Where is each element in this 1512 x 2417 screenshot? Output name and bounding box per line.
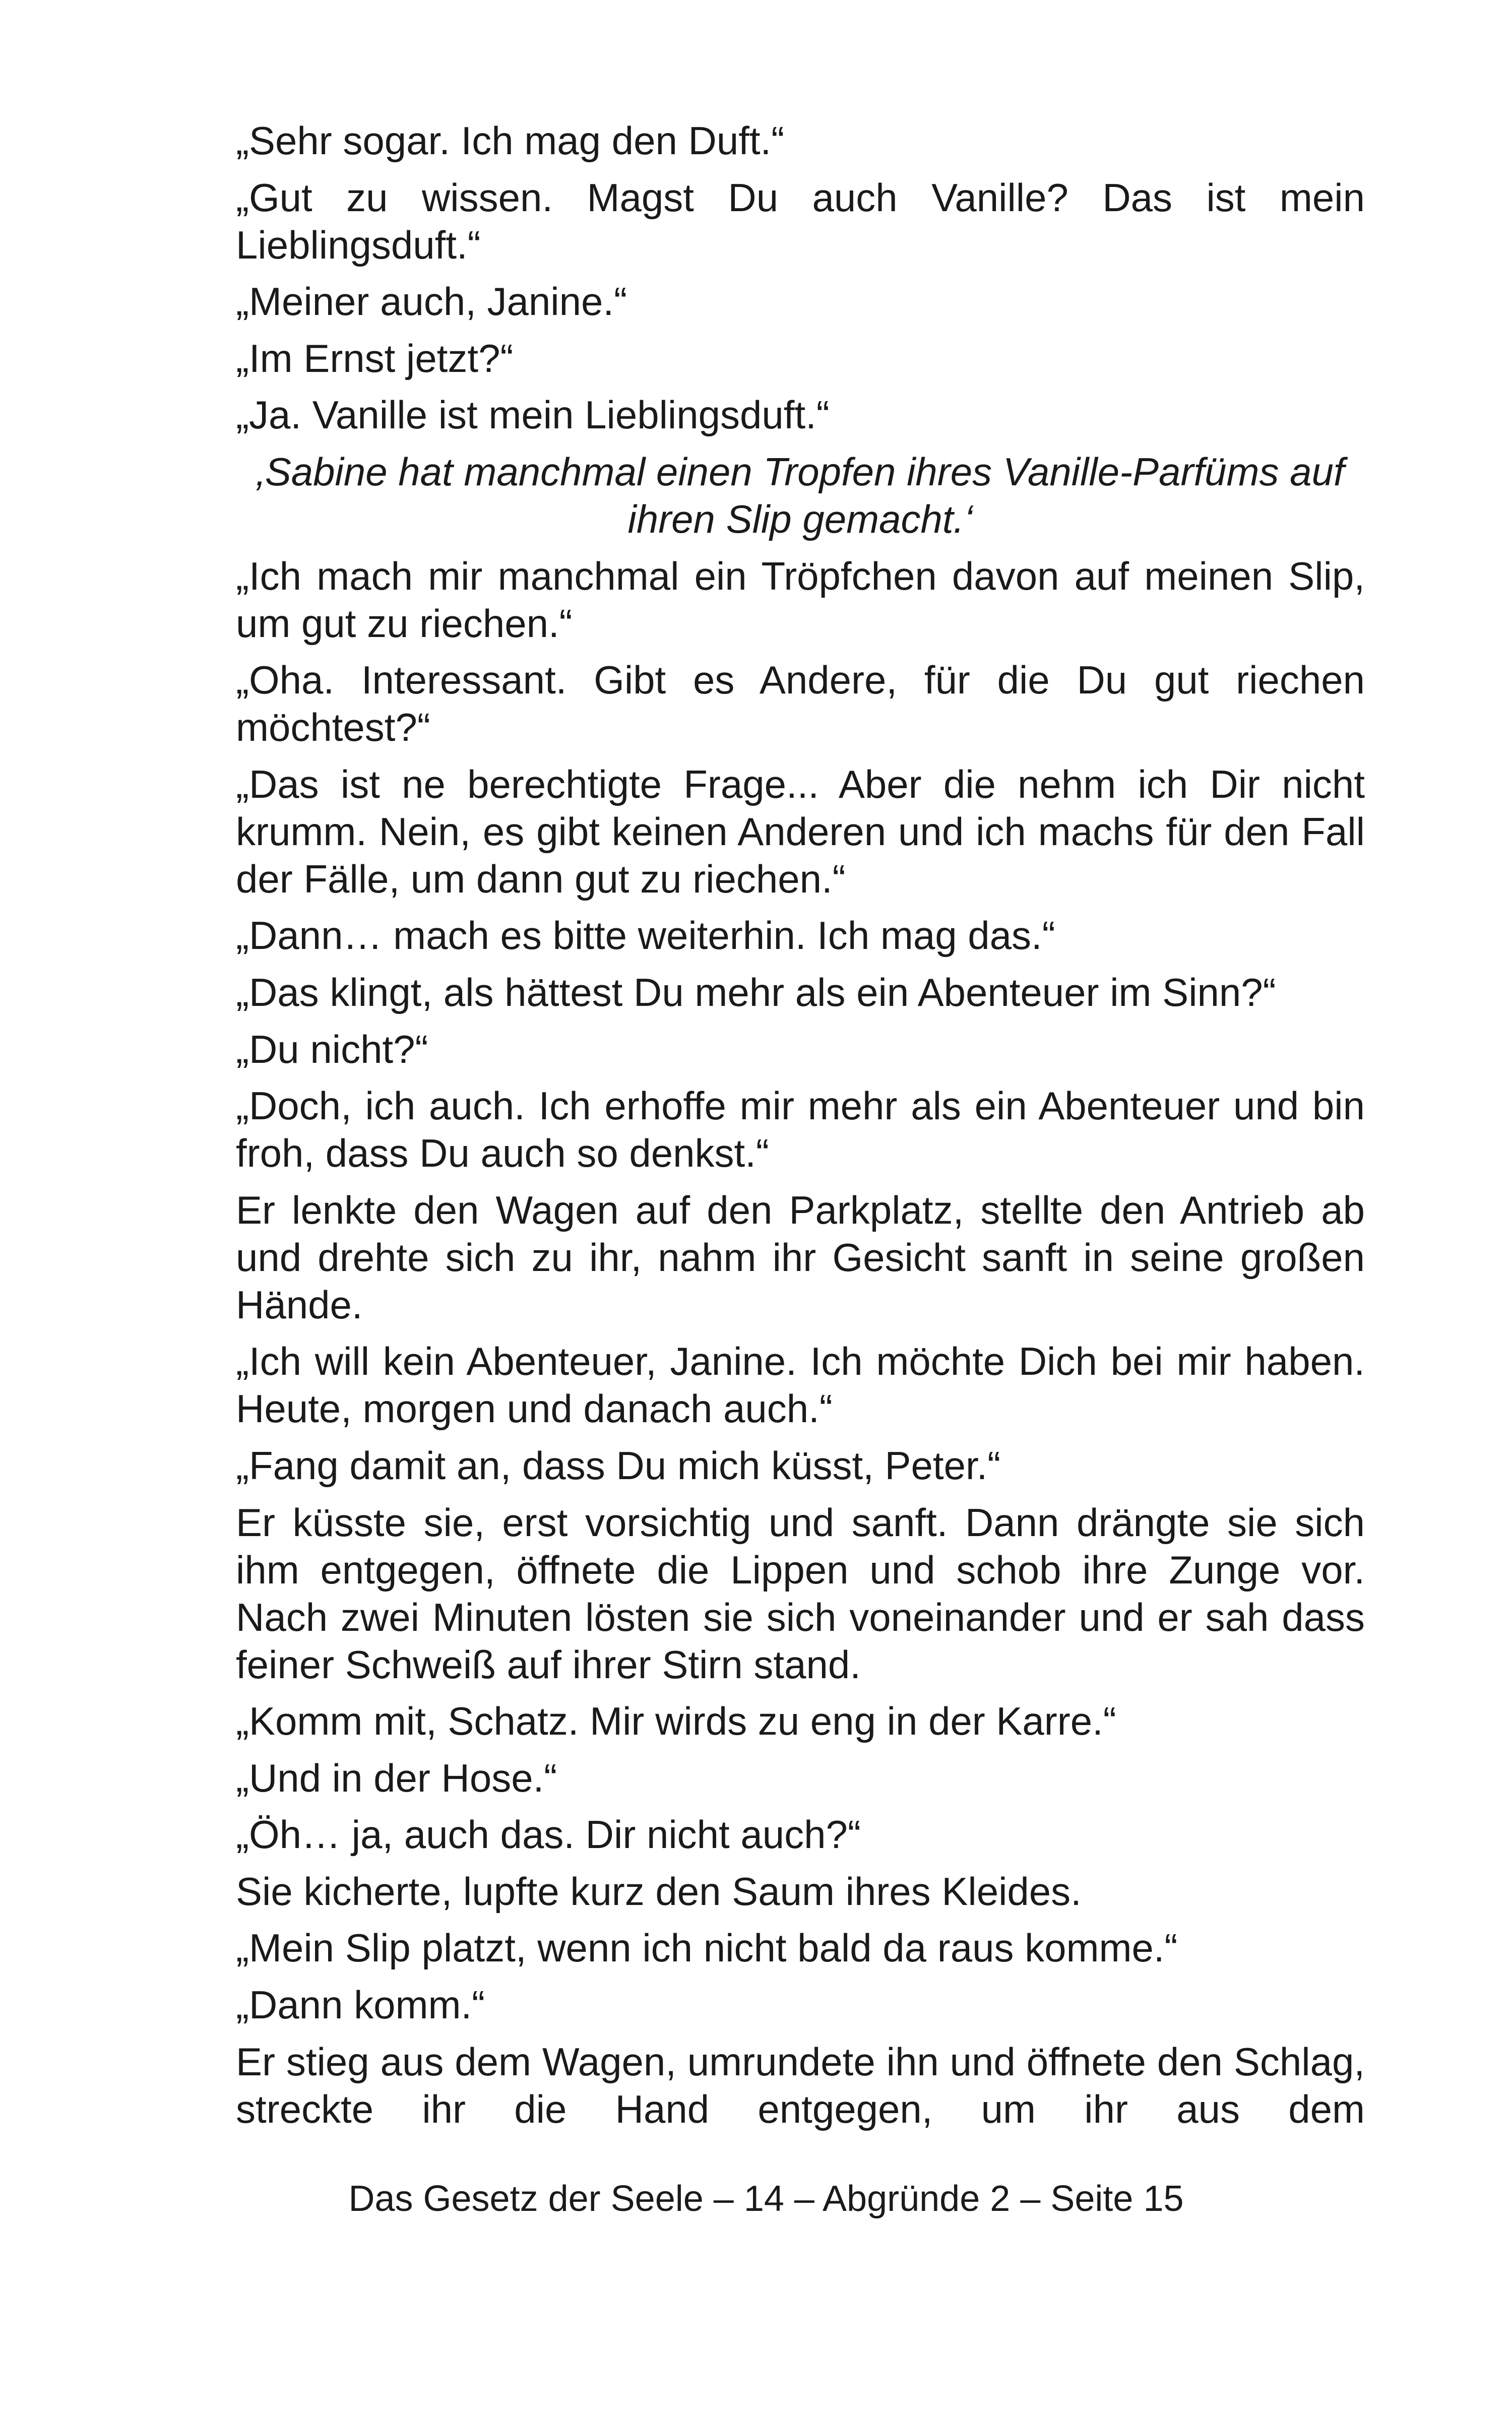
paragraph: „Im Ernst jetzt?“ [236, 336, 514, 380]
paragraph: „Sehr sogar. Ich mag den Duft.“ [236, 118, 785, 163]
paragraph: „Mein Slip platzt, wenn ich nicht bald da raus komme.“ [236, 1926, 1178, 1970]
paragraph: „Das klingt, als hättest Du mehr als ein Abenteuer im Sinn?“ [236, 970, 1276, 1014]
paragraph: Er küsste sie, erst vorsichtig und sanft. Dann drängte sie sich ihm entgegen, öffnete die Lippen und schob ihre Zunge vor. Nach zwei Minuten lösten sie sich voneinander und er sah dass feiner Schweiß auf ihrer Stirn stand. [236, 1500, 1365, 1687]
page-footer: Das Gesetz der Seele – 14 – Abgründe 2 – Seite 15 [348, 2179, 1184, 2219]
paragraph: Er lenkte den Wagen auf den Parkplatz, stellte den Antrieb ab und drehte sich zu ihr, nahm ihr Gesicht sanft in seine großen Hände. [236, 1187, 1365, 1327]
paragraph: „Das ist ne berechtigte Frage... Aber die nehm ich Dir nicht krumm. Nein, es gibt keinen Anderen und ich machs für den Fall der Fälle, um dann gut zu riechen.“ [236, 761, 1365, 901]
paragraph: „Doch, ich auch. Ich erhoffe mir mehr als ein Abenteuer und bin froh, dass Du auch so denkst.“ [236, 1084, 1365, 1176]
paragraph: „Gut zu wissen. Magst Du auch Vanille? Das ist mein Lieblingsduft.“ [236, 175, 1365, 267]
paragraph-continued: Er stieg aus dem Wagen, umrundete ihn und öffnete den Schlag, streckte ihr die Hand entgegen, um ihr aus dem [236, 2039, 1365, 2131]
paragraph: „Ich will kein Abenteuer, Janine. Ich möchte Dich bei mir haben. Heute, morgen und danach auch.“ [236, 1339, 1365, 1431]
body-text [236, 117, 1365, 2142]
paragraph: „Ich mach mir manchmal ein Tröpfchen davon auf meinen Slip, um gut zu riechen.“ [236, 553, 1365, 646]
paragraph: „Oha. Interessant. Gibt es Andere, für die Du gut riechen möchtest?“ [236, 658, 1365, 750]
paragraph: „Dann… mach es bitte weiterhin. Ich mag das.“ [236, 913, 1055, 958]
paragraph: Sie kicherte, lupfte kurz den Saum ihres Kleides. [236, 1869, 1082, 1914]
paragraph: „Dann komm.“ [236, 1983, 485, 2027]
paragraph: „Fang damit an, dass Du mich küsst, Peter.“ [236, 1443, 1001, 1488]
italic-thought: ‚Sabine hat manchmal einen Tropfen ihres Vanille-Parfüms auf ihren Slip gemacht.‘ [256, 449, 1345, 541]
paragraph: „Du nicht?“ [236, 1027, 428, 1071]
paragraph: „Öh… ja, auch das. Dir nicht auch?“ [236, 1812, 861, 1857]
paragraph: „Und in der Hose.“ [236, 1755, 557, 1800]
paragraph: „Ja. Vanille ist mein Lieblingsduft.“ [236, 393, 830, 437]
paragraph: „Komm mit, Schatz. Mir wirds zu eng in der Karre.“ [236, 1699, 1116, 1744]
paragraph: „Meiner auch, Janine.“ [236, 279, 627, 324]
